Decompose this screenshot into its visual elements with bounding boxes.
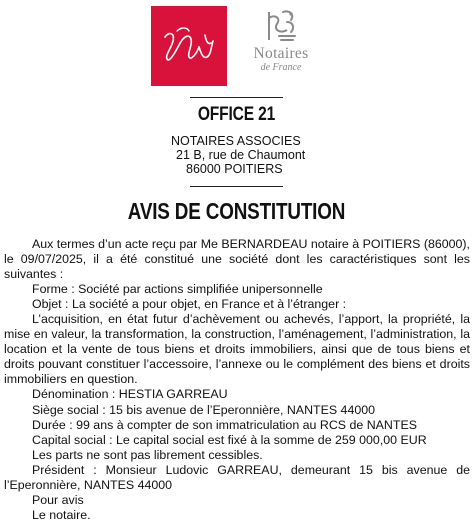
notice-body	[4, 237, 470, 523]
paragraph-denomination: Dénomination : HESTIA GARREAU	[32, 387, 228, 402]
brand-name: Notaires	[253, 45, 309, 62]
paragraph-president: Président : Monsieur Ludovic GARREAU, demeurant 15 bis avenue de l’Eperonnière, NANTES 44000	[4, 462, 470, 492]
notaires-de-france-brand	[236, 8, 326, 84]
paragraph-objet: Objet : La société a pour objet, en France et à l’étranger :	[32, 297, 347, 312]
paragraph-capital: Capital social : Le capital social est fixé à la somme de 259 000,00 EUR	[32, 432, 427, 447]
paragraph-pour-avis: Pour avis	[32, 492, 84, 507]
nu-monogram-icon	[159, 23, 219, 69]
notice-title: AVIS DE CONSTITUTION	[127, 198, 346, 224]
middle-divider	[190, 186, 283, 187]
office-title: OFFICE 21	[197, 104, 276, 125]
paragraph-forme: Forme : Société par actions simplifiée unipersonnelle	[32, 282, 323, 297]
office-line-1: NOTAIRES ASSOCIES	[171, 134, 301, 148]
top-divider	[190, 97, 283, 98]
office-city: 86000 POITIERS	[186, 162, 283, 176]
paragraph-signature: Le notaire.	[32, 507, 91, 522]
paragraph-siege: Siège social : 15 bis avenue de l’Eperonnière, NANTES 44000	[32, 402, 376, 417]
office-address: 21 B, rue de Chaumont	[176, 148, 306, 162]
notaires-logo-mark	[151, 6, 227, 86]
paragraph-intro: Aux termes d’un acte reçu par Me BERNARDEAU notaire à POITIERS (86000), le 09/07/2025, il a été constitué une société dont les caractéristiques sont les suivantes :	[4, 237, 470, 282]
paragraph-duree: Durée : 99 ans à compter de son immatriculation au RCS de NANTES	[32, 417, 417, 432]
paragraph-parts: Les parts ne sont pas librement cessibles.	[32, 447, 263, 462]
notaires-emblem-icon	[261, 8, 301, 44]
brand-subtitle: de France	[260, 62, 302, 73]
paragraph-objet-detail: L’acquisition, en état futur d’achèvement ou achevés, l’apport, la propriété, la mise en valeur, la transformation, la construction, l’aménagement, l’administration, la location et la vente de tous biens et droits immobiliers, ainsi que de tous biens et droits pouvant constituer l’accessoire, l’annexe ou le complément des biens et droits immobiliers en question.	[4, 312, 470, 387]
